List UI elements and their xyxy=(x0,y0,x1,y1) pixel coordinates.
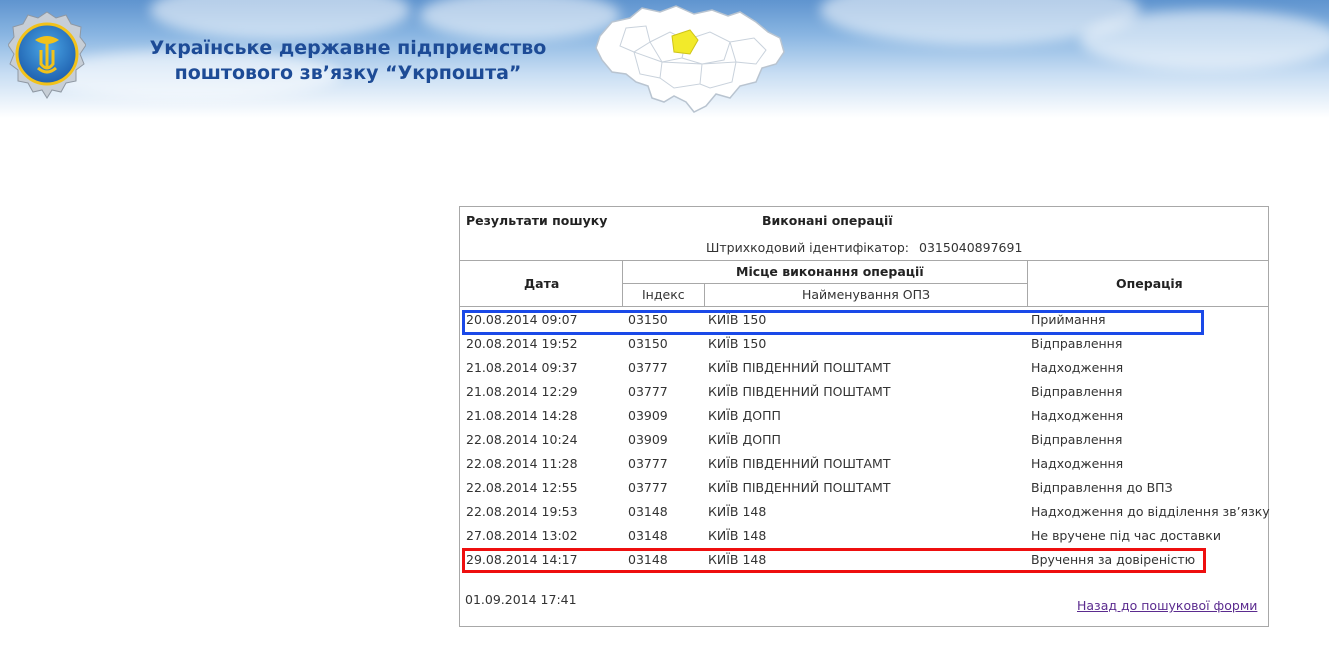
table-row xyxy=(460,427,1268,451)
cell-operation: Надходження до відділення зв’язку xyxy=(1031,504,1270,519)
site-header xyxy=(0,0,1329,118)
table-col-divider xyxy=(1027,260,1028,306)
organization-title-line1: Українське державне підприємство xyxy=(149,37,547,59)
cell-date: 20.08.2014 09:07 xyxy=(466,312,578,327)
cell-index: 03909 xyxy=(628,408,668,423)
cell-operation: Надходження xyxy=(1031,408,1124,423)
cell-office-name: КИЇВ 150 xyxy=(708,312,767,327)
back-to-search-link[interactable]: Назад до пошукової форми xyxy=(1077,598,1258,613)
cell-office-name: КИЇВ 148 xyxy=(708,552,767,567)
organization-title-line2: поштового зв’язку “Укрпошта” xyxy=(174,62,522,84)
cell-operation: Відправлення xyxy=(1031,384,1123,399)
cell-office-name: КИЇВ 148 xyxy=(708,528,767,543)
table-row xyxy=(460,403,1268,427)
barcode-value: 0315040897691 xyxy=(919,240,1023,255)
barcode-label: Штрихкодовий ідентифікатор: xyxy=(706,240,910,255)
cell-office-name: КИЇВ ПІВДЕННИЙ ПОШТАМТ xyxy=(708,384,891,399)
cell-operation: Відправлення до ВПЗ xyxy=(1031,480,1173,495)
column-header-place: Місце виконання операції xyxy=(736,264,924,279)
table-row xyxy=(460,475,1268,499)
cell-operation: Надходження xyxy=(1031,360,1124,375)
operations-table-body xyxy=(460,307,1268,571)
table-row xyxy=(460,499,1268,523)
cell-index: 03148 xyxy=(628,528,668,543)
cell-date: 21.08.2014 12:29 xyxy=(466,384,578,399)
cell-date: 27.08.2014 13:02 xyxy=(466,528,578,543)
cell-index: 03777 xyxy=(628,384,668,399)
cell-operation: Не вручене під час доставки xyxy=(1031,528,1221,543)
ukraine-map-icon xyxy=(590,2,790,118)
table-row xyxy=(460,379,1268,403)
highlight-box-blue xyxy=(462,310,1204,335)
cell-operation: Приймання xyxy=(1031,312,1106,327)
cell-operation: Вручення за довіреністю xyxy=(1031,552,1196,567)
ukrposhta-logo xyxy=(8,10,86,108)
cell-date: 29.08.2014 14:17 xyxy=(466,552,578,567)
table-subheader-border xyxy=(622,283,1027,284)
cell-date: 22.08.2014 19:53 xyxy=(466,504,578,519)
table-col-divider xyxy=(622,260,623,306)
cell-office-name: КИЇВ ПІВДЕННИЙ ПОШТАМТ xyxy=(708,480,891,495)
organization-title xyxy=(128,36,568,86)
cell-index: 03150 xyxy=(628,312,668,327)
table-row xyxy=(460,355,1268,379)
cell-operation: Надходження xyxy=(1031,456,1124,471)
cell-date: 20.08.2014 19:52 xyxy=(466,336,578,351)
cell-date: 21.08.2014 14:28 xyxy=(466,408,578,423)
column-header-operation: Операція xyxy=(1116,276,1183,291)
search-results-heading: Результати пошуку xyxy=(466,213,608,228)
table-row xyxy=(460,451,1268,475)
barcode-line xyxy=(706,240,1022,255)
cell-date: 22.08.2014 12:55 xyxy=(466,480,578,495)
column-header-date: Дата xyxy=(524,276,560,291)
column-header-index: Індекс xyxy=(642,287,685,302)
cell-index: 03150 xyxy=(628,336,668,351)
cell-index: 03909 xyxy=(628,432,668,447)
table-top-border xyxy=(460,260,1268,261)
cell-date: 22.08.2014 10:24 xyxy=(466,432,578,447)
cell-index: 03777 xyxy=(628,456,668,471)
cell-office-name: КИЇВ ПІВДЕННИЙ ПОШТАМТ xyxy=(708,360,891,375)
cell-index: 03148 xyxy=(628,552,668,567)
cell-office-name: КИЇВ ПІВДЕННИЙ ПОШТАМТ xyxy=(708,456,891,471)
cell-office-name: КИЇВ 150 xyxy=(708,336,767,351)
cell-index: 03777 xyxy=(628,360,668,375)
cell-index: 03777 xyxy=(628,480,668,495)
cell-office-name: КИЇВ ДОПП xyxy=(708,432,781,447)
highlight-box-red xyxy=(462,548,1206,573)
operations-heading: Виконані операції xyxy=(762,213,893,228)
cell-date: 22.08.2014 11:28 xyxy=(466,456,578,471)
cell-office-name: КИЇВ 148 xyxy=(708,504,767,519)
cell-date: 21.08.2014 09:37 xyxy=(466,360,578,375)
cell-operation: Відправлення xyxy=(1031,336,1123,351)
table-row xyxy=(460,523,1268,547)
result-timestamp: 01.09.2014 17:41 xyxy=(465,592,577,607)
column-header-office-name: Найменування ОПЗ xyxy=(802,287,930,302)
tracking-results-panel xyxy=(459,206,1269,627)
cell-index: 03148 xyxy=(628,504,668,519)
table-col-divider xyxy=(704,283,705,306)
cell-office-name: КИЇВ ДОПП xyxy=(708,408,781,423)
cell-operation: Відправлення xyxy=(1031,432,1123,447)
